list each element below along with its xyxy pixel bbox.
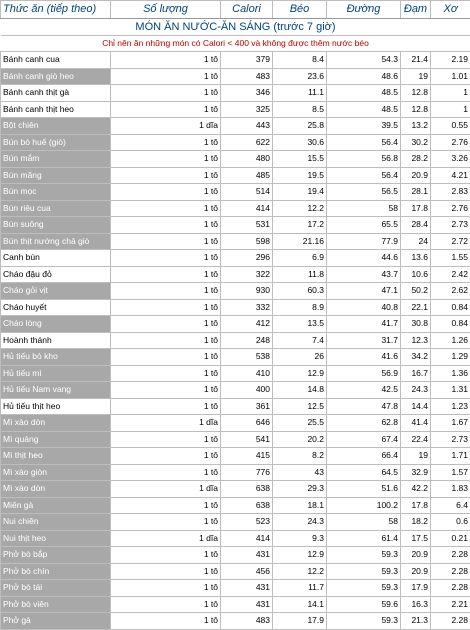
fiber-cell: 3.26 [431,151,470,168]
food-name-cell: Mì thịt heo [1,448,111,465]
calori-cell: 361 [221,398,273,415]
table-row [1,415,470,432]
sugar-cell: 64.5 [327,464,401,481]
quantity-cell: 1 tô [111,200,221,217]
sugar-cell: 42.5 [327,382,401,399]
food-name-cell: Hủ tiếu thịt heo [1,398,111,415]
sugar-cell: 48.6 [327,68,401,85]
fat-cell: 11.7 [273,580,327,597]
food-name-cell: Phở gà [1,613,111,630]
food-name-cell: Bánh canh cua [1,52,111,69]
table-row [1,101,470,118]
food-name-cell: Miến gà [1,497,111,514]
calori-cell: 483 [221,68,273,85]
food-name-cell: Bún riêu cua [1,200,111,217]
calori-cell: 346 [221,85,273,102]
note-row [1,36,470,52]
fat-cell: 21.16 [273,233,327,250]
quantity-cell: 1 tô [111,382,221,399]
fiber-cell: 2.72 [431,233,470,250]
quantity-cell: 1 tô [111,316,221,333]
calori-cell: 431 [221,580,273,597]
sugar-cell: 62.8 [327,415,401,432]
quantity-cell: 1 tô [111,547,221,564]
table-row [1,563,470,580]
fiber-cell: 1.55 [431,250,470,267]
calori-cell: 412 [221,316,273,333]
quantity-cell: 1 tô [111,431,221,448]
table-row [1,316,470,333]
sugar-cell: 47.8 [327,398,401,415]
food-name-cell: Bột chiên [1,118,111,135]
protein-cell: 12.3 [401,332,431,349]
fat-cell: 12.2 [273,200,327,217]
fiber-cell: 0.55 [431,118,470,135]
calori-cell: 483 [221,613,273,630]
calori-cell: 415 [221,448,273,465]
table-row [1,118,470,135]
quantity-cell: 1 tô [111,250,221,267]
sugar-cell: 65.5 [327,217,401,234]
protein-cell: 24.3 [401,382,431,399]
protein-cell: 12.8 [401,85,431,102]
protein-cell: 17.9 [401,580,431,597]
table-row [1,200,470,217]
sugar-cell: 51.6 [327,481,401,498]
quantity-cell: 1 tô [111,151,221,168]
fat-cell: 8.2 [273,448,327,465]
food-name-cell: Phở bò chín [1,563,111,580]
fat-cell: 25.8 [273,118,327,135]
table-row [1,283,470,300]
fiber-cell: 2.62 [431,283,470,300]
calori-cell: 480 [221,151,273,168]
protein-cell: 22.1 [401,299,431,316]
fiber-cell: 2.73 [431,431,470,448]
food-name-cell: Canh bún [1,250,111,267]
protein-cell: 28.2 [401,151,431,168]
table-row [1,431,470,448]
fat-cell: 20.2 [273,431,327,448]
food-name-cell: Cháo lòng [1,316,111,333]
sugar-cell: 58 [327,514,401,531]
sugar-cell: 56.8 [327,151,401,168]
table-row [1,233,470,250]
fiber-cell: 1.29 [431,349,470,366]
fat-cell: 14.8 [273,382,327,399]
quantity-cell: 1 tô [111,299,221,316]
calori-cell: 646 [221,415,273,432]
calori-cell: 514 [221,184,273,201]
sugar-cell: 56.4 [327,134,401,151]
protein-cell: 30.2 [401,134,431,151]
food-name-cell: Bánh canh thịt heo [1,101,111,118]
protein-cell: 28.4 [401,217,431,234]
protein-cell: 10.6 [401,266,431,283]
sugar-cell: 48.5 [327,85,401,102]
section-title-row [1,19,470,36]
fiber-cell: 1.67 [431,415,470,432]
table-row [1,52,470,69]
fat-cell: 6.9 [273,250,327,267]
fiber-cell: 6.4 [431,497,470,514]
fiber-cell: 4.21 [431,167,470,184]
calori-cell: 443 [221,118,273,135]
table-row [1,151,470,168]
table-row [1,464,470,481]
fiber-cell: 0.84 [431,316,470,333]
protein-cell: 20.9 [401,563,431,580]
section-title: MÓN ĂN NƯỚC-ĂN SÁNG (trước 7 giờ) [1,19,470,36]
protein-cell: 17.5 [401,530,431,547]
protein-cell: 20.9 [401,547,431,564]
quantity-cell: 1 tô [111,563,221,580]
section-note: Chỉ nên ăn những món có Calori < 400 và không được thêm nước béo [1,36,470,52]
food-name-cell: Nui thịt heo [1,530,111,547]
quantity-cell: 1 tô [111,349,221,366]
calori-cell: 598 [221,233,273,250]
calori-cell: 538 [221,349,273,366]
fat-cell: 8.5 [273,101,327,118]
food-name-cell: Bánh canh thịt gà [1,85,111,102]
quantity-cell: 1 tô [111,365,221,382]
table-row [1,365,470,382]
fat-cell: 60.3 [273,283,327,300]
fat-cell: 43 [273,464,327,481]
quantity-cell: 1 tô [111,233,221,250]
header-food: Thức ăn (tiếp theo) [1,1,111,19]
fat-cell: 26 [273,349,327,366]
calori-cell: 296 [221,250,273,267]
food-name-cell: Bánh canh giò heo [1,68,111,85]
fiber-cell: 2.76 [431,200,470,217]
fat-cell: 17.2 [273,217,327,234]
food-name-cell: Cháo đậu đỏ [1,266,111,283]
fiber-cell: 0.6 [431,514,470,531]
calori-cell: 930 [221,283,273,300]
fat-cell: 12.9 [273,365,327,382]
fat-cell: 13.5 [273,316,327,333]
sugar-cell: 41.6 [327,349,401,366]
quantity-cell: 1 dĩa [111,530,221,547]
sugar-cell: 48.5 [327,101,401,118]
quantity-cell: 1 tô [111,283,221,300]
calori-cell: 379 [221,52,273,69]
quantity-cell: 1 tô [111,332,221,349]
calori-cell: 400 [221,382,273,399]
table-row [1,217,470,234]
calori-cell: 414 [221,200,273,217]
fiber-cell: 2.28 [431,613,470,630]
calori-cell: 248 [221,332,273,349]
protein-cell: 16.7 [401,365,431,382]
quantity-cell: 1 dĩa [111,481,221,498]
quantity-cell: 1 tô [111,398,221,415]
protein-cell: 50.2 [401,283,431,300]
fiber-cell: 2.19 [431,52,470,69]
fiber-cell: 1.01 [431,68,470,85]
food-name-cell: Bún măng [1,167,111,184]
protein-cell: 19 [401,448,431,465]
food-name-cell: Bún suông [1,217,111,234]
protein-cell: 21.3 [401,613,431,630]
calori-cell: 410 [221,365,273,382]
food-name-cell: Mì quảng [1,431,111,448]
table-row [1,68,470,85]
fiber-cell: 2.83 [431,184,470,201]
food-name-cell: Mì xào dòn [1,415,111,432]
food-name-cell: Phở bò viên [1,596,111,613]
fiber-cell: 2.73 [431,217,470,234]
quantity-cell: 1 tô [111,580,221,597]
sugar-cell: 56.4 [327,167,401,184]
fat-cell: 12.5 [273,398,327,415]
fat-cell: 8.4 [273,52,327,69]
quantity-cell: 1 tô [111,217,221,234]
protein-cell: 19 [401,68,431,85]
sugar-cell: 47.1 [327,283,401,300]
food-name-cell: Bún mắm [1,151,111,168]
header-calori: Calori [221,1,273,19]
sugar-cell: 58 [327,200,401,217]
header-quantity: Số lượng [111,1,221,19]
table-row [1,398,470,415]
calori-cell: 541 [221,431,273,448]
protein-cell: 41.4 [401,415,431,432]
table-row [1,349,470,366]
fat-cell: 24.3 [273,514,327,531]
food-name-cell: Bún mọc [1,184,111,201]
fiber-cell: 1.26 [431,332,470,349]
quantity-cell: 1 tô [111,514,221,531]
calori-cell: 431 [221,596,273,613]
calori-cell: 322 [221,266,273,283]
food-name-cell: Hủ tiếu bò kho [1,349,111,366]
sugar-cell: 44.6 [327,250,401,267]
fiber-cell: 2.21 [431,596,470,613]
calori-cell: 431 [221,547,273,564]
protein-cell: 30.8 [401,316,431,333]
food-name-cell: Mì xào dòn [1,481,111,498]
fiber-cell: 1.71 [431,448,470,465]
table-row [1,85,470,102]
calori-cell: 638 [221,497,273,514]
table-row [1,134,470,151]
fat-cell: 23.6 [273,68,327,85]
fat-cell: 9.3 [273,530,327,547]
sugar-cell: 56.5 [327,184,401,201]
calori-cell: 531 [221,217,273,234]
sugar-cell: 59.3 [327,613,401,630]
food-name-cell: Phở bò bắp [1,547,111,564]
table-row [1,299,470,316]
header-protein: Đạm [401,1,431,19]
protein-cell: 13.2 [401,118,431,135]
food-name-cell: Mì xào giòn [1,464,111,481]
header-fiber: Xơ [431,1,470,19]
fat-cell: 11.8 [273,266,327,283]
table-row [1,167,470,184]
fat-cell: 19.5 [273,167,327,184]
protein-cell: 16.3 [401,596,431,613]
fat-cell: 12.9 [273,547,327,564]
fat-cell: 11.1 [273,85,327,102]
table-row [1,481,470,498]
table-row [1,382,470,399]
food-name-cell: Cháo gỏi vịt [1,283,111,300]
fat-cell: 17.9 [273,613,327,630]
sugar-cell: 67.4 [327,431,401,448]
protein-cell: 18.2 [401,514,431,531]
food-name-cell: Phở bò tái [1,580,111,597]
table-row [1,250,470,267]
protein-cell: 42.2 [401,481,431,498]
fiber-cell: 1 [431,101,470,118]
quantity-cell: 1 tô [111,266,221,283]
sugar-cell: 59.3 [327,580,401,597]
fat-cell: 30.6 [273,134,327,151]
fat-cell: 25.5 [273,415,327,432]
food-name-cell: Bún thịt nướng chả giò [1,233,111,250]
food-name-cell: Nui chiên [1,514,111,531]
table-row [1,497,470,514]
table-row [1,596,470,613]
quantity-cell: 1 tô [111,613,221,630]
calori-cell: 523 [221,514,273,531]
fiber-cell: 0.21 [431,530,470,547]
fat-cell: 18.1 [273,497,327,514]
quantity-cell: 1 tô [111,167,221,184]
fiber-cell: 2.42 [431,266,470,283]
sugar-cell: 59.3 [327,547,401,564]
header-sugar: Đường [327,1,401,19]
sugar-cell: 61.4 [327,530,401,547]
fiber-cell: 1 [431,85,470,102]
fiber-cell: 1.57 [431,464,470,481]
food-name-cell: Bún bò huế (giò) [1,134,111,151]
quantity-cell: 1 dĩa [111,118,221,135]
quantity-cell: 1 tô [111,134,221,151]
protein-cell: 24 [401,233,431,250]
fat-cell: 29.3 [273,481,327,498]
header-row [1,1,470,19]
calori-cell: 638 [221,481,273,498]
sugar-cell: 56.9 [327,365,401,382]
fiber-cell: 2.28 [431,547,470,564]
calori-cell: 622 [221,134,273,151]
calori-cell: 325 [221,101,273,118]
fiber-cell: 2.76 [431,134,470,151]
protein-cell: 22.4 [401,431,431,448]
table-row [1,547,470,564]
protein-cell: 17.8 [401,200,431,217]
quantity-cell: 1 dĩa [111,415,221,432]
fat-cell: 14.1 [273,596,327,613]
sugar-cell: 100.2 [327,497,401,514]
food-name-cell: Cháo huyết [1,299,111,316]
protein-cell: 17.8 [401,497,431,514]
fiber-cell: 2.28 [431,563,470,580]
quantity-cell: 1 tô [111,52,221,69]
quantity-cell: 1 tô [111,101,221,118]
fiber-cell: 1.83 [431,481,470,498]
table-row [1,514,470,531]
fiber-cell: 1.23 [431,398,470,415]
sugar-cell: 41.7 [327,316,401,333]
food-name-cell: Hủ tiếu Nam vang [1,382,111,399]
table-row [1,530,470,547]
protein-cell: 34.2 [401,349,431,366]
fat-cell: 19.4 [273,184,327,201]
table-row [1,266,470,283]
fiber-cell: 1.31 [431,382,470,399]
sugar-cell: 66.4 [327,448,401,465]
protein-cell: 32.9 [401,464,431,481]
quantity-cell: 1 tô [111,596,221,613]
food-name-cell: Hoành thánh [1,332,111,349]
sugar-cell: 54.3 [327,52,401,69]
quantity-cell: 1 tô [111,85,221,102]
fiber-cell: 0.84 [431,299,470,316]
sugar-cell: 40.8 [327,299,401,316]
sugar-cell: 59.3 [327,563,401,580]
sugar-cell: 43.7 [327,266,401,283]
table-row [1,580,470,597]
calori-cell: 456 [221,563,273,580]
protein-cell: 14.4 [401,398,431,415]
sugar-cell: 31.7 [327,332,401,349]
food-name-cell: Hủ tiếu mì [1,365,111,382]
calori-cell: 776 [221,464,273,481]
fiber-cell: 2.28 [431,580,470,597]
table-row [1,613,470,630]
fiber-cell: 1.36 [431,365,470,382]
calori-cell: 332 [221,299,273,316]
fat-cell: 15.5 [273,151,327,168]
fat-cell: 12.2 [273,563,327,580]
fat-cell: 7.4 [273,332,327,349]
table-row [1,332,470,349]
quantity-cell: 1 tô [111,184,221,201]
calori-cell: 485 [221,167,273,184]
quantity-cell: 1 tô [111,497,221,514]
protein-cell: 12.8 [401,101,431,118]
protein-cell: 20.9 [401,167,431,184]
quantity-cell: 1 tô [111,68,221,85]
calori-cell: 414 [221,530,273,547]
quantity-cell: 1 tô [111,464,221,481]
sugar-cell: 77.9 [327,233,401,250]
protein-cell: 21.4 [401,52,431,69]
quantity-cell: 1 tô [111,448,221,465]
protein-cell: 28.1 [401,184,431,201]
sugar-cell: 59.6 [327,596,401,613]
header-fat: Béo [273,1,327,19]
sugar-cell: 39.5 [327,118,401,135]
table-row [1,448,470,465]
protein-cell: 13.6 [401,250,431,267]
fat-cell: 8.9 [273,299,327,316]
table-row [1,184,470,201]
